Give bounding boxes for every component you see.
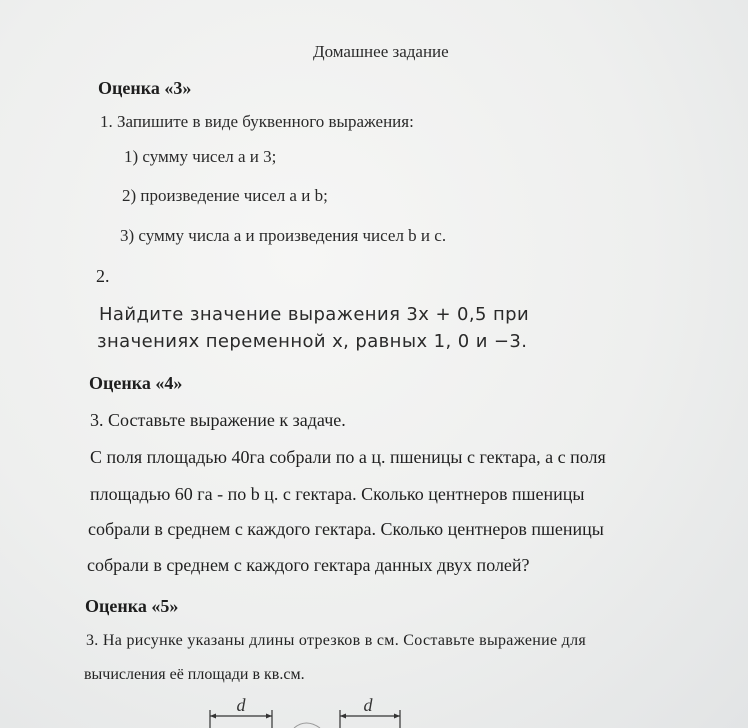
task-1-text: 1. Запишите в виде буквенного выражения: bbox=[100, 112, 414, 131]
task-3-line-2: площадью 60 га - по b ц. с гектара. Сколько центнеров пшеницы bbox=[90, 484, 585, 504]
task-3-line-3: собрали в среднем с каждого гектара. Сколько центнеров пшеницы bbox=[88, 519, 604, 539]
task-3-line-4: собрали в среднем с каждого гектара данных двух полей? bbox=[87, 555, 530, 575]
task-2-number: 2. bbox=[96, 266, 110, 286]
task-5-line-1: 3. На рисунке указаны длины отрезков в см. Составьте выражение для bbox=[86, 632, 587, 649]
page-title: Домашнее задание bbox=[313, 42, 449, 61]
task-1-item-1: 1) сумму чисел a и 3; bbox=[124, 147, 277, 166]
task-3-text: 3. Составьте выражение к задаче. bbox=[90, 410, 346, 430]
dimension-label-left: d bbox=[236, 695, 246, 715]
task-1-item-2: 2) произведение чисел a и b; bbox=[122, 186, 328, 205]
task-3-line-1: С поля площадью 40га собрали по a ц. пшеницы с гектара, а с поля bbox=[90, 447, 606, 467]
task-5-line-2: вычисления её площади в кв.см. bbox=[84, 666, 305, 683]
grade-4-heading: Оценка «4» bbox=[89, 373, 183, 393]
task-2-line-2: значениях переменной x, равных 1, 0 и −3. bbox=[97, 331, 528, 352]
task-1-item-3: 3) сумму числа a и произведения чисел b и c. bbox=[120, 226, 447, 245]
dimension-label-right: d bbox=[363, 695, 373, 715]
task-2-line-1: Найдите значение выражения 3x + 0,5 при bbox=[99, 304, 530, 325]
grade-5-heading: Оценка «5» bbox=[85, 596, 179, 616]
grade-3-heading: Оценка «3» bbox=[98, 78, 192, 98]
area-figure bbox=[196, 692, 426, 728]
